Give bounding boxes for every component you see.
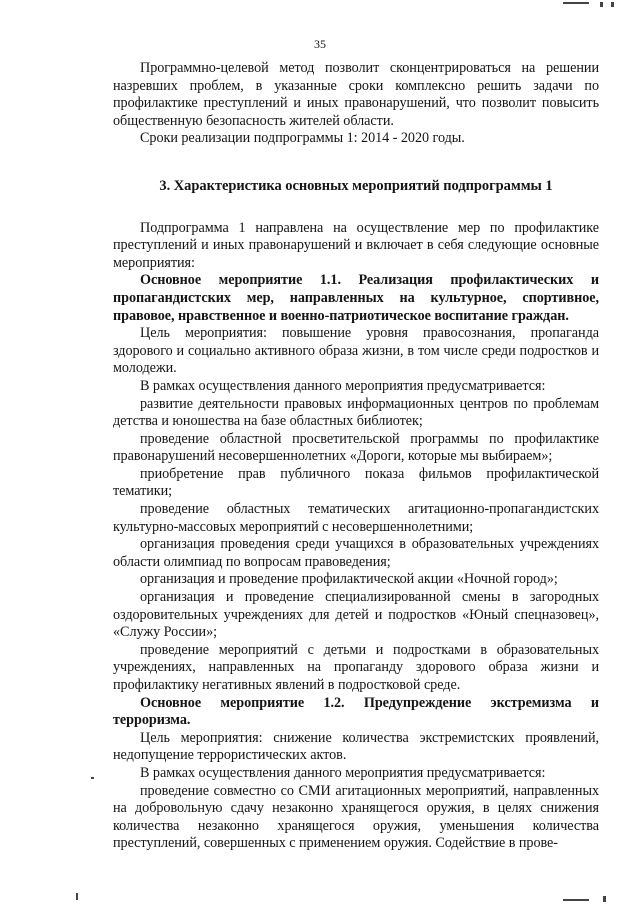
paragraph-provision-1-1: В рамках осуществления данного мероприятия предусматривается:: [140, 377, 546, 394]
measure-heading-1-1: Основное мероприятие 1.1. Реализация профилактических и пропагандистских мер, направленных на культурное, спортивное, правовое, нравственное и военно-патриотическое воспитание граждан.: [113, 272, 599, 324]
page-number: 35: [314, 37, 326, 51]
list-item: развитие деятельности правовых информационных центров по проблемам детства и юношества на базе областных библиотек;: [113, 395, 599, 430]
scan-mark-bottom-left: [76, 893, 78, 900]
list-item: организация проведения среди учащихся в образовательных учреждениях области олимпиад по вопросам правоведения;: [113, 536, 599, 570]
scan-mark-bottom-right: [563, 899, 589, 901]
scan-mark-bottom-right-2: [603, 896, 606, 902]
list-item: проведение областных тематических агитационно-пропагандистских культурно-массовых мероприятий с несовершеннолетними;: [113, 501, 599, 535]
list-item: организация и проведение специализированной смены в загородных оздоровительных учреждениях для детей и подростков «Юный спецназовец», «Служу России»;: [113, 589, 599, 641]
list-item: проведение совместно со СМИ агитационных мероприятий, направленных на добровольную сдачу незаконно хранящегося оружия, в целях снижения количества незаконно хранящегося оружия, уменьшения количества преступлений, совершенных с применением оружия. Содействие в прове-: [113, 782, 599, 852]
list-item: приобретение прав публичного показа фильмов профилактической тематики;: [113, 465, 599, 500]
section-heading: 3. Характеристика основных мероприятий подпрограммы 1: [159, 177, 553, 194]
paragraph-intro: Подпрограмма 1 направлена на осуществление мер по профилактике преступлений и иных правонарушений и включает в себя следующие основные мероприятия:: [113, 219, 599, 271]
paragraph-method: Программно-целевой метод позволит сконцентрироваться на решении назревших проблем, в указанные сроки комплексно решить задачи по профилактике преступлений и иных правонарушений, что позволит повысить общественную безопасность жителей области.: [113, 60, 599, 129]
paragraph-goal-1-1: Цель мероприятия: повышение уровня правосознания, пропаганда здорового и социально активного образа жизни, в том числе среди подростков и молодежи.: [113, 325, 599, 377]
list-item: проведение мероприятий с детьми и подростками в образовательных учреждениях, направленных на пропаганду здорового образа жизни и профилактику негативных явлений в подростковой среде.: [113, 641, 599, 693]
scan-mark-top-right-2: [600, 2, 603, 7]
measure-heading-1-2: Основное мероприятие 1.2. Предупреждение экстремизма и терроризма.: [113, 694, 599, 729]
paragraph-provision-1-2: В рамках осуществления данного мероприятия предусматривается:: [140, 764, 546, 781]
list-item: организация и проведение профилактической акции «Ночной город»;: [140, 571, 558, 588]
document-body: [113, 60, 599, 853]
scan-mark-top-right-3: [611, 2, 614, 7]
scan-mark-margin-dot: [91, 777, 94, 779]
paragraph-timeframe: Сроки реализации подпрограммы 1: 2014 - 2020 годы.: [140, 130, 465, 147]
scan-mark-top-right: [563, 2, 589, 4]
list-item: проведение областной просветительской программы по профилактике правонарушений несовершеннолетних «Дороги, которые мы выбираем»;: [113, 430, 599, 465]
paragraph-goal-1-2: Цель мероприятия: снижение количества экстремистских проявлений, недопущение террористических актов.: [113, 729, 599, 764]
